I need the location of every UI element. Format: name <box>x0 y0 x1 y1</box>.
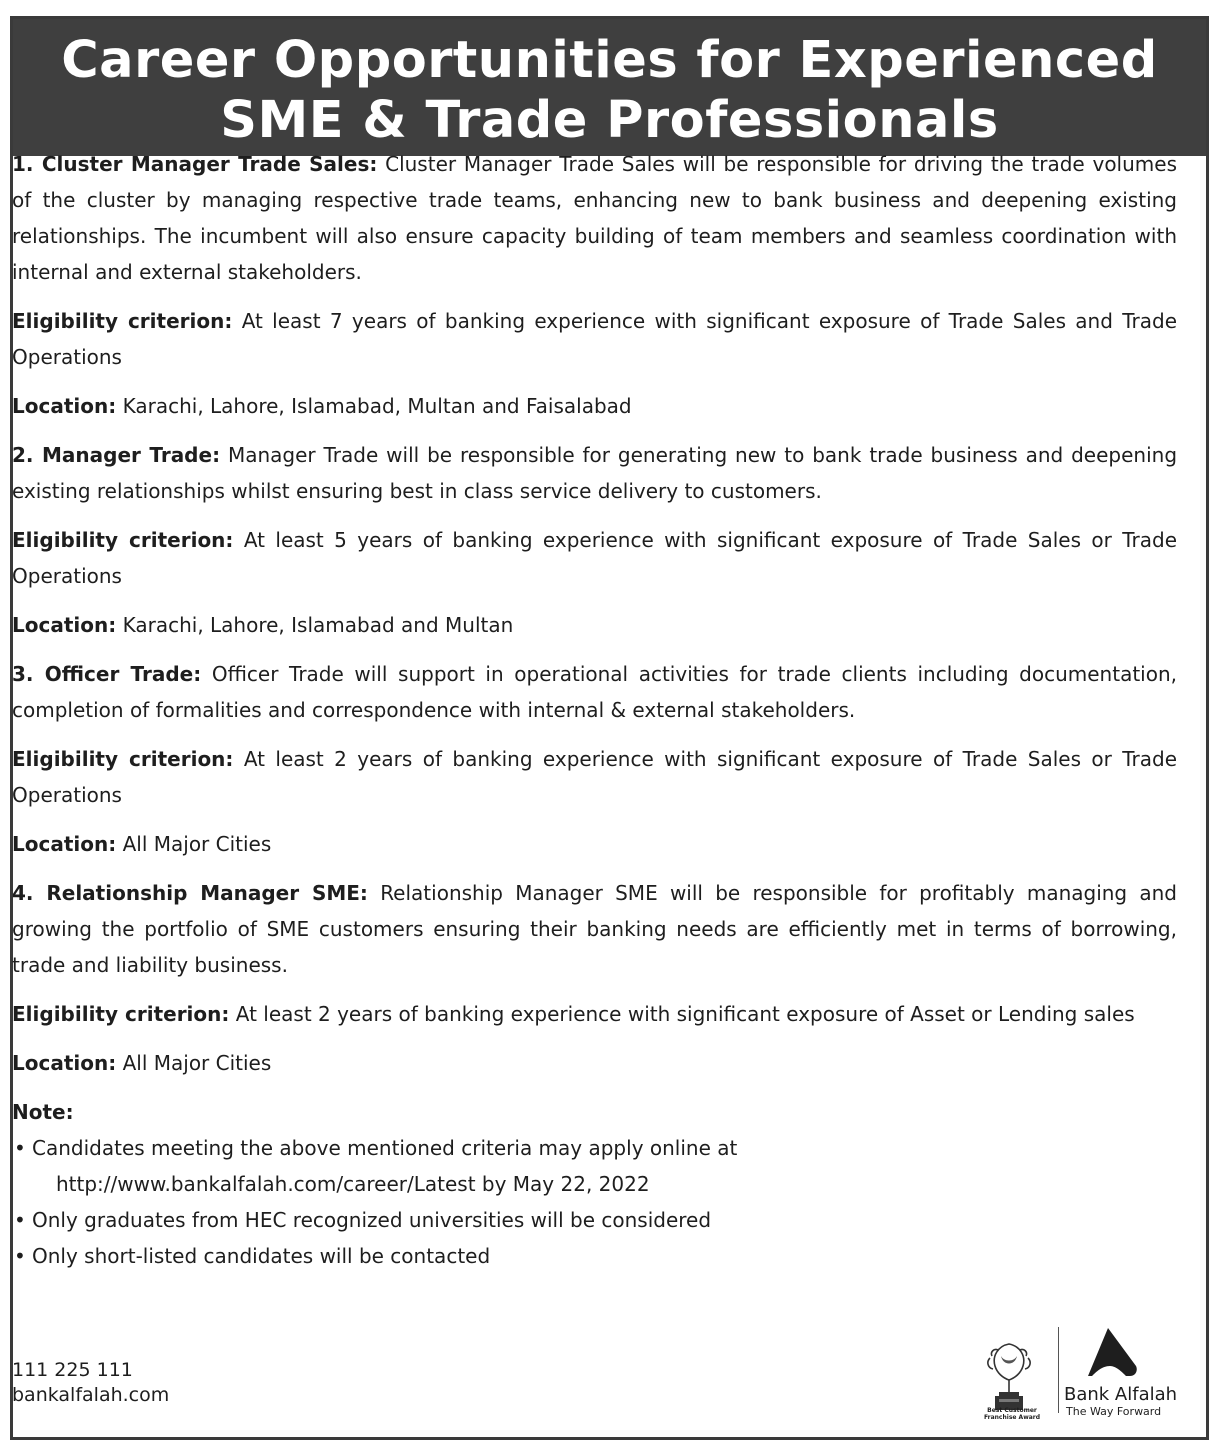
position-4-description <box>12 875 1177 983</box>
position-1-description <box>12 146 1177 290</box>
award-caption-line-1: Best Customer <box>987 1407 1037 1414</box>
position-2-text: Manager Trade will be responsible for generating new to bank trade business and deepening existing relationships whilst ensuring best in class service delivery to customers. <box>12 443 1178 503</box>
position-4-text: Relationship Manager SME will be responsible for profitably managing and growing the portfolio of SME customers ensuring their banking needs are efficiently met in terms of borrowing, trade and liability business. <box>12 881 1177 977</box>
location-text: All Major Cities <box>122 832 272 856</box>
eligibility-text: At least 2 years of banking experience with significant exposure of Asset or Lending sales <box>235 1002 1135 1026</box>
position-1-text: Cluster Manager Trade Sales will be responsible for driving the trade volumes of the cluster by managing respective trade teams, enhancing new to bank business and deepening existing relationships. The incumbent will also ensure capacity building of team members and seamless coordination with internal and external stakeholders. <box>12 152 1177 284</box>
position-1-eligibility <box>12 303 1177 375</box>
eligibility-text: At least 2 years of banking experience with significant exposure of Trade Sales or Trade Operations <box>12 747 1178 807</box>
award-caption <box>972 1407 1052 1421</box>
eligibility-label: Eligibility criterion: <box>12 528 234 552</box>
note-item-text: Candidates meeting the above mentioned criteria may apply online at <box>32 1136 738 1160</box>
location-label: Location: <box>12 394 117 418</box>
apply-link[interactable]: http://www.bankalfalah.com/career/Latest by May 22, 2022 <box>56 1172 650 1196</box>
location-label: Location: <box>12 832 117 856</box>
note-item: • Only short-listed candidates will be contacted <box>12 1238 1177 1274</box>
eligibility-label: Eligibility criterion: <box>12 309 233 333</box>
location-text: Karachi, Lahore, Islamabad, Multan and Faisalabad <box>122 394 632 418</box>
eligibility-label: Eligibility criterion: <box>12 747 234 771</box>
position-1-location <box>12 388 1177 424</box>
position-4-heading: 4. Relationship Manager SME: <box>12 881 368 905</box>
contact-info <box>12 1358 169 1408</box>
position-2-heading: 2. Manager Trade: <box>12 443 221 467</box>
position-3-eligibility <box>12 741 1177 813</box>
eligibility-label: Eligibility criterion: <box>12 1002 230 1026</box>
position-1-heading: 1. Cluster Manager Trade Sales: <box>12 152 378 176</box>
footer-divider <box>1058 1327 1059 1413</box>
brand-name: Bank Alfalah <box>1064 1384 1178 1405</box>
location-text: All Major Cities <box>122 1051 272 1075</box>
award-caption-line-2: Franchise Award <box>983 1414 1041 1421</box>
position-4-eligibility <box>12 996 1177 1032</box>
website-link[interactable]: bankalfalah.com <box>12 1384 170 1406</box>
bank-alfalah-logo-icon <box>1086 1326 1138 1384</box>
page-title-line-1: Career Opportunities for Experienced <box>61 31 1158 90</box>
position-3-location <box>12 826 1177 862</box>
location-label: Location: <box>12 613 117 637</box>
location-label: Location: <box>12 1051 117 1075</box>
note-item: • Only graduates from HEC recognized universities will be considered <box>12 1202 1177 1238</box>
location-text: Karachi, Lahore, Islamabad and Multan <box>122 613 514 637</box>
eligibility-text: At least 5 years of banking experience with significant exposure of Trade Sales or Trade Operations <box>12 528 1178 588</box>
phone-number: 111 225 111 <box>12 1359 133 1381</box>
position-2-description <box>12 437 1177 509</box>
position-3-description <box>12 656 1177 728</box>
eligibility-text: At least 7 years of banking experience with significant exposure of Trade Sales and Trade Operations <box>12 309 1178 369</box>
note-title: Note: <box>12 1100 74 1124</box>
note-item <box>12 1130 1177 1202</box>
position-2-eligibility <box>12 522 1177 594</box>
position-4-location <box>12 1045 1177 1081</box>
page-title-line-2: SME & Trade Professionals <box>220 91 999 150</box>
note-list <box>12 1130 1177 1274</box>
position-2-location <box>12 607 1177 643</box>
header-banner <box>13 19 1206 156</box>
brand-tagline: The Way Forward <box>1066 1405 1162 1418</box>
trophy-award-icon <box>968 1336 1050 1418</box>
position-3-heading: 3. Officer Trade: <box>12 662 202 686</box>
position-3-text: Officer Trade will support in operational activities for trade clients including documentation, completion of formalities and correspondence with internal & external stakeholders. <box>12 662 1177 722</box>
job-listings <box>12 146 1177 1274</box>
